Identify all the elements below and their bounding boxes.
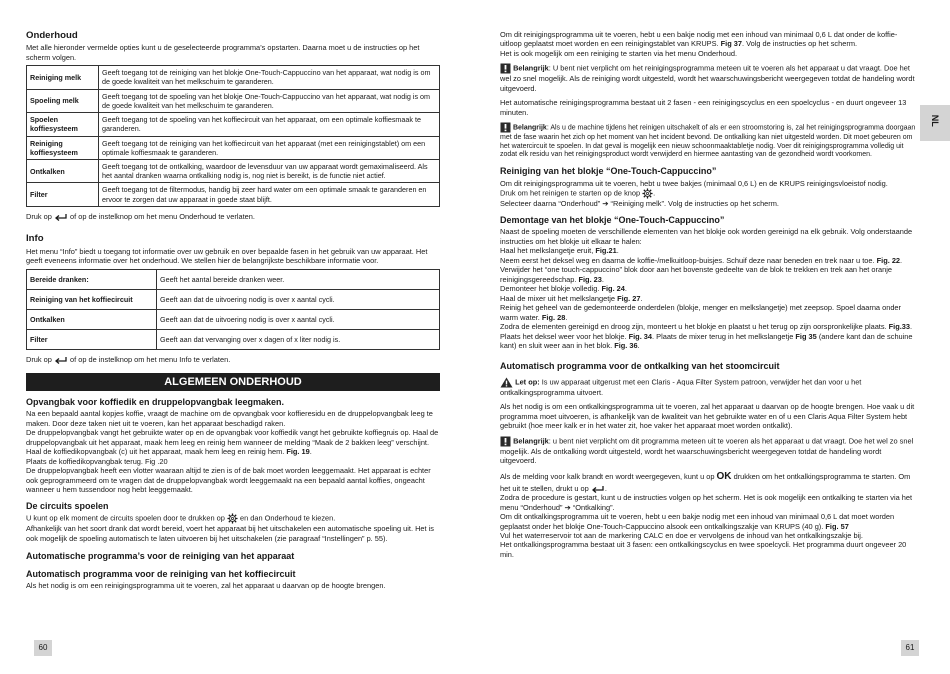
info-heading: Info: [26, 233, 44, 245]
demontage-line: Reinig het geheel van de gedemonteerde onderdelen (blokje, menger en melkslangetje) met zeepsop. Spoel daarna onder warm water. Fig. 28.: [500, 303, 902, 322]
table-row: [27, 136, 440, 159]
table-key: Reiniging koffiesysteem: [27, 136, 99, 159]
table-value: Geeft toegang tot de reiniging van het koffiecircuit van het apparaat (met een reinigingstablet) om een optimale koffiesmaak te garanderen.: [99, 136, 440, 159]
cleaning-paragraph: Om dit reinigingsprogramma uit te voeren, hebt u een bakje nodig met een inhoud van minimaal 0,6 L dat onder de koffie-uitloop geplaatst moet worden en een reinigingstablet van KRUPS. Fig 37. Volg de instructies op het scherm.: [500, 30, 898, 49]
warning-icon: [500, 436, 511, 447]
circuits-paragraph: Afhankelijk van het soort drank dat wordt bereid, voert het apparaat bij het uitschakelen een automatische spoeling uit. Het is ook mogelijk de spoeling automatisch te laten uitvoeren bij het uitschakelen (zie paragraaf “Instellingen” p. 55).: [26, 524, 434, 543]
table-row: [27, 183, 440, 206]
opvangbak-paragraph: De druppelopvangbak heeft een vlotter waaraan altijd te zien is of de bak moet worden leeggemaakt. Het apparaat is echter ook geprogrammeerd om te vragen dat de druppelopvangbak wordt leeggemaakt na een bepaald aantal koffies, ongeacht wanneer u hem tussendoor nog hebt leeggemaakt.: [26, 466, 431, 495]
table-key: Spoelen koffiesysteem: [27, 113, 99, 136]
left-column: [26, 30, 440, 591]
table-key: Ontkalken: [27, 309, 157, 329]
opvangbak-paragraph: De druppelopvangbak vangt het gebruikte water op en de opvangbak voor koffiedik vangt het gebruikte koffiegruis op. Haal de druppelopvangbak uit het apparaat, maak hem leeg en reinig hem wanneer de melding “Maak de 2 bakken leeg” verschijnt. Haal de koffiedikopvangbak (c) uit het apparaat, maak hem leeg en reinig hem. Fig. 19.: [26, 428, 439, 457]
table-value: Geeft toegang tot de filtermodus, handig bij zeer hard water om een optimale smaak te garanderen en ervoor te zorgen dat uw apparaat in goede staat blijft.: [99, 183, 440, 206]
opvangbak-heading: Opvangbak voor koffiedik en druppelopvangbak leegmaken.: [26, 396, 285, 407]
table-key: Filter: [27, 183, 99, 206]
table-value: Geeft aan dat de uitvoering nodig is over x aantal cycli.: [157, 309, 440, 329]
opvangbak-paragraph: Na een bepaald aantal kopjes koffie, vraagt de machine om de opvangbak voor koffieresidu en de druppelopvangbak leeg te maken. Door deze taken niet uit te voeren, kan het apparaat beschadigd raken.: [26, 409, 433, 428]
ok-button-symbol: OK: [716, 470, 732, 482]
back-arrow-icon: [54, 213, 68, 221]
back-arrow-icon: [591, 485, 605, 493]
important-note: [500, 122, 916, 160]
reiniging-blokje-paragraph: Druk om het reinigen te starten op de knop .: [500, 188, 656, 198]
stoomcircuit-paragraph: Zodra de procedure is gestart, kunt u de instructies volgen op het scherm. Het is ook mogelijk een ontkalking te starten via het menu “Onderhoud” ➔ “Ontkalking”.: [500, 493, 913, 512]
demontage-line: Naast de spoeling moeten de verschillende elementen van het blokje ook worden gereinigd na elk gebruik. Volg onderstaande instructies om het blokje uit elkaar te halen:: [500, 227, 913, 246]
page-number: 61: [901, 640, 919, 656]
table-value: Geeft toegang tot de reiniging van het blokje One-Touch-Cappuccino van het apparaat, wat nodig is om de goede kwaliteit van het melkschuim te garanderen.: [99, 66, 440, 89]
warning-icon: [500, 63, 511, 74]
info-intro: Het menu “Info” biedt u toegang tot informatie over uw gebruik en over bepaalde fasen in het gebruik van uw apparaat. Het geeft eveneens informatie over het onderhoud. We stellen hier de belangrijkste beschikbare informatie voor.: [26, 246, 428, 266]
table-value: Geeft toegang tot de spoeling van het koffiecircuit van het apparaat, om een optimale koffiesmaak te garanderen.: [99, 113, 440, 136]
stoomcircuit-paragraph: Het ontkalkingsprogramma bestaat uit 3 fasen: een ontkalkingscyclus en twee spoelcycli. Het programma duurt ongeveer 20 min.: [500, 540, 907, 559]
back-arrow-icon: [54, 356, 68, 364]
demontage-line: Haal het melkslangetje eruit, Fig.21.: [500, 246, 619, 256]
table-row: [27, 89, 440, 112]
reiniging-blokje-heading: Reiniging van het blokje “One-Touch-Cappuccino”: [500, 166, 717, 177]
warning-icon: [500, 122, 511, 133]
important-note: [500, 63, 916, 93]
table-row: [27, 66, 440, 89]
table-row: [27, 289, 440, 309]
table-value: Geeft toegang tot de ontkalking, waardoor de levensduur van uw apparaat wordt gemaximaliseerd. Als het aantal dranken waarna ontkalking nodig is, nog niet is bereikt, is de functie niet actief.: [99, 159, 440, 182]
demontage-line: Demonteer het blokje volledig. Fig. 24.: [500, 284, 627, 294]
table-key: Reiniging van het koffiecircuit: [27, 289, 157, 309]
right-page: [475, 0, 950, 674]
important-note-text: Belangrijk: U bent niet verplicht om het reinigingsprogramma meteen uit te voeren als het apparaat u dat vraagt. Doe het wel zo snel mogelijk. Als de reiniging wordt uitgesteld, wordt het waarschuwingsbericht weergegeven totdat de handeling wordt uitgevoerd.: [500, 63, 915, 93]
table-key: Spoeling melk: [27, 89, 99, 112]
demontage-line: Zodra de elementen gereinigd en droog zijn, monteert u het blokje en plaatst u het terug op zijn oorspronkelijke plaats. Fig.33.: [500, 322, 913, 332]
table-value: Geeft aan dat vervanging over x dagen of x liter nodig is.: [157, 330, 440, 350]
table-value: Geeft aan dat de uitvoering nodig is over x aantal cycli.: [157, 289, 440, 309]
table-row: [27, 269, 440, 289]
stoomcircuit-paragraph: Om dit ontkalkingsprogramma uit te voeren, hebt u een bakje nodig met een inhoud van minimaal 0,6 L dat moet worden geplaatst onder het blokje One-Touch-Cappuccino alsook een ontkalkingszakje van KRUPS (40 g). Fig. 57: [500, 512, 895, 531]
reiniging-blokje-paragraph: Om dit reinigingsprogramma uit te voeren, hebt u twee bakjes (minimaal 0,6 L) en de KRUPS reinigingsvloeistof nodig.: [500, 178, 888, 188]
language-tab: NL: [920, 105, 950, 141]
right-column: [500, 30, 916, 559]
auto-koffie-paragraph: Als het nodig is om een reinigingsprogramma uit te voeren, zal het apparaat u daarvan op de hoogte brengen.: [26, 581, 386, 591]
circuits-paragraph: U kunt op elk moment de circuits spoelen door te drukken op en dan Onderhoud te kiezen.: [26, 513, 336, 523]
demontage-line: Plaats het deksel weer voor het blokje. Fig. 34. Plaats de mixer terug in het melkslangetje Fig 35 (andere kant dan de schuine kant) en sluit weer aan in het blok. Fig. 36.: [500, 331, 913, 351]
page-number: 60: [34, 640, 52, 656]
important-note-text: Belangrijk: Als u de machine tijdens het reinigen uitschakelt of als er een stroomstoring is, zal het reinigingsprogramma doorgaan met de fase waarin het zich op het moment van het incident bevond. De ontkalking kan niet uitgesteld worden. Dit moet gebeuren om het watercircuit te spoelen. In dat geval is mogelijk een nieuw schoonmaaktabletje nodig. Voer dit reinigingsprogramma volledig uit zodat elk residu van het reinigingsproduct wordt verwijderd en hiermee aantasting van de gezondheid wordt voorkomen.: [500, 122, 916, 160]
table-key: Reiniging melk: [27, 66, 99, 89]
table-key: Ontkalken: [27, 159, 99, 182]
table-row: [27, 309, 440, 329]
table-value: Geeft toegang tot de spoeling van het blokje One-Touch-Cappuccino van het apparaat, wat nodig is om de goede kwaliteit van het melkschuim te garanderen.: [99, 89, 440, 112]
stoomcircuit-heading: Automatisch programma voor de ontkalking van het stoomcircuit: [500, 360, 780, 371]
stoomcircuit-paragraph: Vul het waterreservoir tot aan de markering CALC en doe er vervolgens de inhoud van het ontkalkingszakje bij.: [500, 530, 863, 540]
gear-icon: [227, 513, 238, 524]
auto-koffie-heading: Automatisch programma voor de reiniging van het koffiecircuit: [26, 568, 296, 579]
demontage-line: Verwijder het “one touch-cappuccino” blok door aan het bovenste gedeelte van de blok te trekken en trek aan het oranje reinigingsgereedschap. Fig. 23.: [500, 265, 892, 284]
demontage-line: Haal de mixer uit het melkslangetje Fig. 27.: [500, 293, 643, 303]
important-note-text: Belangrijk: u bent niet verplicht om dit programma meteen uit te voeren als het apparaat u dat vraagt. Doe het wel zo snel mogelijk. Als de ontkalking wordt uitgesteld, wordt het waarschuwingsbericht weergegeven totdat de handeling wordt uitgevoerd.: [500, 436, 914, 466]
onderhoud-heading: Onderhoud: [26, 30, 78, 41]
auto-programs-heading: Automatische programma’s voor de reiniging van het apparaat: [26, 551, 295, 562]
info-exit-line: Druk op of op de instelknop om het menu Info te verlaten.: [26, 355, 231, 365]
opvangbak-paragraph: Plaats de koffiedikopvangbak terug. Fig .20: [26, 456, 168, 466]
table-row: [27, 113, 440, 136]
onderhoud-intro: Met alle hieronder vermelde opties kunt u de geselecteerde programma’s opstarten. Daarna moet u de instructies op het scherm volgen.: [26, 43, 420, 62]
reiniging-blokje-paragraph: Selecteer daarna “Onderhoud” ➔ “Reiniging melk”. Volg de instructies op het scherm.: [500, 199, 779, 209]
important-note: [500, 436, 916, 466]
cleaning-paragraph: Het is ook mogelijk om een reiniging te starten via het menu Onderhoud.: [500, 48, 738, 58]
table-row: [27, 330, 440, 350]
table-value: Geeft het aantal bereide dranken weer.: [157, 269, 440, 289]
warning-triangle-icon: [500, 377, 513, 388]
algemeen-onderhoud-banner: ALGEMEEN ONDERHOUD: [26, 373, 440, 391]
onderhoud-exit-line: Druk op of op de instelknop om het menu Onderhoud te verlaten.: [26, 211, 255, 221]
table-row: [27, 159, 440, 182]
stoomcircuit-paragraph: Als het nodig is om een ontkalkingsprogramma uit te voeren, zal het apparaat u daarvan op de hoogte brengen. Hoe vaak u dit programma moet uitvoeren, is afhankelijk van de kwaliteit van het gebruikte water en of u een Claris Aqua Filter System hebt gebruikt (hoe meer kalk er in het water zit, hoe vaker het apparaat moet worden ontkalkt).: [500, 402, 915, 431]
caution-note-text: Let op: Is uw apparaat uitgerust met een Claris - Aqua Filter System patroon, verwijder het dan voor u het ontkalkingsprogramma uitvoert.: [500, 377, 862, 398]
onderhoud-table: [26, 65, 440, 207]
gear-icon: [642, 188, 653, 199]
table-key: Bereide dranken:: [27, 269, 157, 289]
table-key: Filter: [27, 330, 157, 350]
fasen-paragraph: Het automatische reinigingsprogramma bestaat uit 2 fasen - een reinigingscyclus en een spoelcyclus - en duurt ongeveer 13 minuten.: [500, 98, 907, 117]
caution-note: [500, 377, 916, 397]
demontage-line: Neem eerst het deksel weg en daarna de koffie-/melkuitloop-buisjes. Schuif deze naar beneden en trek naar u toe. Fig. 22.: [500, 255, 903, 265]
stoomcircuit-paragraph: Als de melding voor kalk brandt en wordt weergegeven, kunt u op OK drukken om het ontkalkingsprogramma te starten. Om het uit te stellen, drukt u op .: [500, 470, 911, 493]
info-table: [26, 269, 440, 351]
demontage-heading: Demontage van het blokje “One-Touch-Cappuccino”: [500, 214, 725, 225]
circuits-heading: De circuits spoelen: [26, 500, 109, 511]
